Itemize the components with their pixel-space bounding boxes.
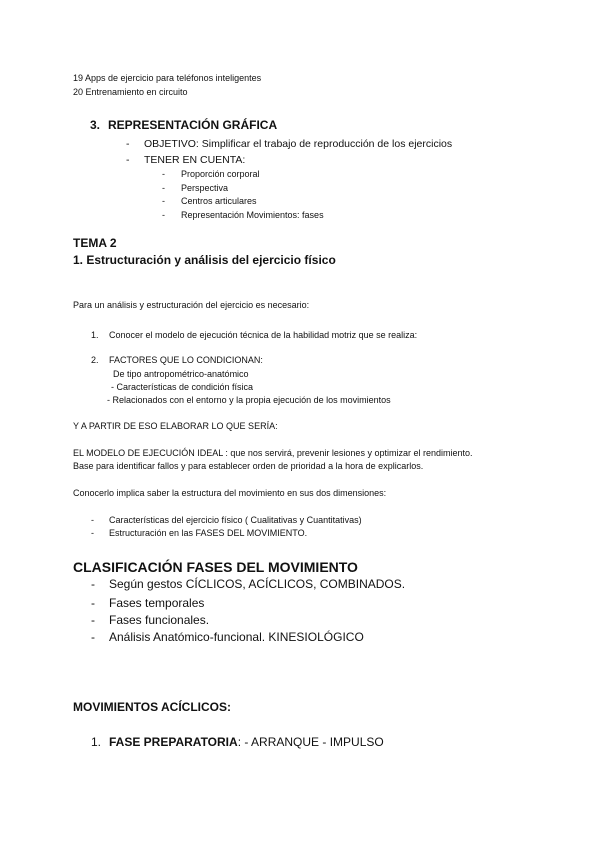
factor-item: De tipo antropométrico-anatómico [113,369,249,379]
factor-item: - Relacionados con el entorno y la propia ejecución de los movimientos [107,395,391,405]
sub-bullet: Centros articulares [181,196,257,206]
sub-bullet-dash: - [162,183,165,193]
sub-bullet: Representación Movimientos: fases [181,210,324,220]
sub-bullet: Perspectiva [181,183,229,193]
aciclicos-title: MOVIMIENTOS ACÍCLICOS: [73,700,232,714]
fase-preparatoria-item [109,735,384,749]
bullet-dash: - [91,528,94,538]
fase-preparatoria-label: FASE PREPARATORIA [109,735,238,749]
modelo-text-line1: EL MODELO DE EJECUCIÓN IDEAL : que nos servirá, prevenir lesiones y optimizar el rendimiento. [73,448,473,458]
tema-heading: 1. Estructuración y análisis del ejercicio físico [73,253,336,267]
list-item: FACTORES QUE LO CONDICIONAN: [109,355,263,365]
list-number: 1. [91,330,99,340]
bullet-dash: - [91,613,95,627]
bullet-dash: - [126,138,130,150]
list-item-19: 19 Apps de ejercicio para teléfonos inteligentes [73,73,262,83]
clasificacion-title: CLASIFICACIÓN FASES DEL MOVIMIENTO [73,559,358,575]
tema-label: TEMA 2 [73,236,117,250]
modelo-text-line2: Base para identificar fallos y para establecer orden de prioridad a la hora de explicarlos. [73,461,424,471]
list-item: Conocer el modelo de ejecución técnica de la habilidad motriz que se realiza: [109,330,418,340]
dimension-item: Estructuración en las FASES DEL MOVIMIENTO. [109,528,308,538]
sub-bullet-dash: - [162,210,165,220]
list-number: 2. [91,355,99,365]
clasificacion-item: Según gestos CÍCLICOS, ACÍCLICOS, COMBINADOS. [109,577,406,591]
list-number: 1. [91,735,102,749]
section-number: 3. [90,118,101,132]
clasificacion-item: Fases funcionales. [109,613,210,627]
sub-bullet-dash: - [162,169,165,179]
factor-item: - Características de condición física [111,382,254,392]
bullet-dash: - [91,515,94,525]
section-title: REPRESENTACIÓN GRÁFICA [108,118,278,132]
bullet-dash: - [91,577,95,591]
bullet-objetivo: OBJETIVO: Simplificar el trabajo de reproducción de los ejercicios [144,138,453,150]
intro-text: Para un análisis y estructuración del ejercicio es necesario: [73,300,310,310]
sub-bullet: Proporción corporal [181,169,260,179]
sub-bullet-dash: - [162,196,165,206]
clasificacion-item: Análisis Anatómico-funcional. KINESIOLÓGICO [109,630,364,644]
dimension-item: Características del ejercicio físico ( Cualitativas y Cuantitativas) [109,515,362,525]
fase-preparatoria-detail: : - ARRANQUE - IMPULSO [237,735,384,749]
y-a-partir-text: Y A PARTIR DE ESO ELABORAR LO QUE SERÍA: [73,421,278,431]
bullet-dash: - [91,630,95,644]
list-item-20: 20 Entrenamiento en circuito [73,87,188,97]
bullet-dash: - [91,596,95,610]
clasificacion-item: Fases temporales [109,596,205,610]
bullet-dash: - [126,154,130,166]
conocerlo-text: Conocerlo implica saber la estructura del movimiento en sus dos dimensiones: [73,488,387,498]
bullet-tener-en-cuenta: TENER EN CUENTA: [144,154,246,166]
